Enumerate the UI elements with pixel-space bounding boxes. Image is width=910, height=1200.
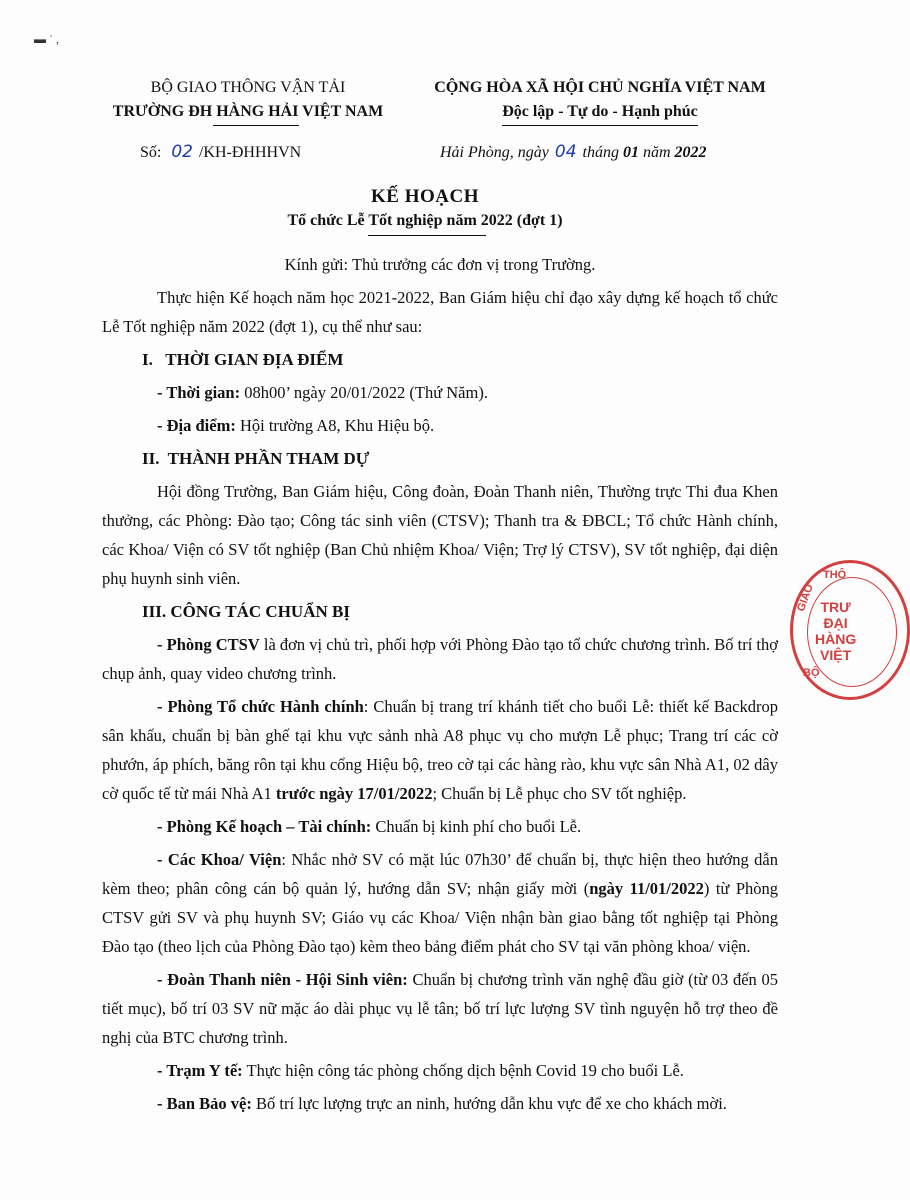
- yte-text: Thực hiện công tác phòng chống dịch bệnh Covid 19 cho buổi Lễ.: [242, 1061, 684, 1080]
- khtc-text: Chuẩn bị kinh phí cho buổi Lễ.: [371, 817, 582, 836]
- place-label: - Địa điểm:: [157, 416, 236, 435]
- tchc-label: - Phòng Tổ chức Hành chính: [157, 697, 364, 716]
- baove-paragraph: [102, 1089, 778, 1118]
- khoa-text-1: : Nhắc nhở SV có mặt lúc 07h30’ để chuẩn bị, thực hiện theo hướng dẫn kèm theo; phân công cán bộ quản lý, hướng dẫn SV; nhận giấy mời (: [102, 850, 778, 898]
- tchc-end: ; Chuẩn bị Lễ phục cho SV tốt nghiệp.: [432, 784, 687, 803]
- motto: Độc lập - Tự do - Hạnh phúc: [502, 100, 698, 126]
- khtc-paragraph: [102, 812, 778, 841]
- document-body: [102, 250, 778, 1118]
- date-place: Hải Phòng, ngày: [440, 144, 549, 161]
- document-date: [440, 142, 707, 162]
- yte-paragraph: [102, 1056, 778, 1085]
- khoa-text-2: ) từ Phòng CTSV gửi SV và phụ huynh SV; Giáo vụ các Khoa/ Viện nhận bàn giao bằng tốt nghiệp tại Phòng Đào tạo (theo lịch của Phòng Đào tạo) kèm theo bảng điểm phát cho SV tại văn phòng khoa/ viện.: [102, 879, 779, 956]
- header-left: [98, 76, 398, 124]
- baove-label: - Ban Bảo vệ:: [157, 1094, 252, 1113]
- khoa-date: ngày 11/01/2022: [589, 879, 704, 898]
- khoa-paragraph: [102, 845, 778, 961]
- khoa-label: - Các Khoa/ Viện: [157, 850, 282, 869]
- participants-paragraph: Hội đồng Trường, Ban Giám hiệu, Công đoàn, Đoàn Thanh niên, Thường trực Thi đua Khen thưởng, các Phòng: Đào tạo; Công tác sinh viên (CTSV); Thanh tra & ĐBCL; Tổ chức Hành chính, các Khoa/ Viện có SV tốt nghiệp (Ban Chủ nhiệm Khoa/ Viện; Trợ lý CTSV), SV tốt nghiệp, đại diện phụ huynh sinh viên.: [102, 482, 778, 588]
- tchc-text: : Chuẩn bị trang trí khánh tiết cho buổi Lễ: thiết kế Backdrop sân khấu, chuẩn bị bàn ghế tại khu vực sảnh nhà A8 phục vụ cho mượn Lễ phục; Trang trí các cờ phướn, áp phích, băng rôn tại khu cổng Hiệu bộ, treo cờ tại các hàng rào, khu vực sân Nhà A1, 02 dây cờ quốc tế từ mái Nhà A1: [102, 697, 778, 803]
- doan-label: - Đoàn Thanh niên - Hội Sinh viên:: [157, 970, 408, 989]
- month-value: 01: [622, 144, 639, 161]
- subtitle-underline: [368, 235, 486, 236]
- khtc-label: - Phòng Kế hoạch – Tài chính:: [157, 817, 372, 836]
- section-heading-3: III. CÔNG TÁC CHUẨN BỊ: [142, 602, 350, 621]
- seal-line-3: HÀNG: [815, 631, 857, 647]
- number-prefix: Số:: [140, 144, 162, 161]
- place-value: Hội trường A8, Khu Hiệu bộ.: [239, 416, 435, 435]
- intro-paragraph: Thực hiện Kế hoạch năm học 2021-2022, Ban Giám hiệu chỉ đạo xây dựng kế hoạch tổ chức Lễ Tốt nghiệp năm 2022 (đợt 1), cụ thể như sau:: [102, 288, 778, 336]
- seal-line-2: ĐẠI: [823, 615, 848, 631]
- place-line: [102, 411, 778, 440]
- year-label: năm: [642, 144, 671, 161]
- section-heading-1: I. THỜI GIAN ĐỊA ĐIỂM: [142, 350, 344, 369]
- document-subtitle: Tổ chức Lễ Tốt nghiệp năm 2022 (đợt 1): [287, 212, 563, 229]
- official-seal: [790, 560, 910, 700]
- scan-speck: ▬ ˙ ,: [34, 32, 59, 46]
- doan-paragraph: [102, 965, 778, 1052]
- nation-name: CỘNG HÒA XÃ HỘI CHỦ NGHĨA VIỆT NAM: [434, 79, 766, 96]
- document-title: KẾ HOẠCH: [371, 186, 479, 207]
- ctsv-label: - Phòng CTSV: [157, 635, 260, 654]
- baove-text: Bố trí lực lượng trực an ninh, hướng dẫn khu vực để xe cho khách mời.: [251, 1094, 727, 1113]
- time-value: 08h00’ ngày 20/01/2022 (Thứ Năm).: [244, 383, 488, 402]
- school-name: TRƯỜNG ĐH HÀNG HẢI VIỆT NAM: [112, 103, 384, 120]
- ctsv-text: là đơn vị chủ trì, phối hợp với Phòng Đào tạo tổ chức chương trình. Bố trí thợ chụp ảnh, quay video chương trình.: [102, 635, 778, 683]
- seal-text: [815, 599, 856, 663]
- seal-line-4: VIỆT: [820, 647, 852, 663]
- seal-line-1: TRƯ: [820, 599, 851, 615]
- yte-label: - Trạm Y tế:: [157, 1061, 243, 1080]
- doan-text: Chuẩn bị chương trình văn nghệ đầu giờ (từ 03 đến 05 tiết mục), bố trí 03 SV nữ mặc áo dài phục vụ lễ tân; bố trí lực lượng SV tình nguyện hỗ trợ theo đề nghị của BTC chương trình.: [102, 970, 778, 1047]
- year-value: 2022: [674, 144, 707, 161]
- seal-rim-bottom: BỘ: [803, 667, 820, 679]
- document-number: [140, 142, 301, 162]
- number-suffix: /KH-ĐHHHVN: [198, 144, 302, 161]
- ministry-name: BỘ GIAO THÔNG VẬN TẢI: [150, 79, 346, 96]
- section-heading-2: II. THÀNH PHẦN THAM DỰ: [142, 449, 370, 468]
- school-underline: [213, 125, 299, 126]
- tchc-paragraph: [102, 692, 778, 808]
- recipient-line: Kính gửi: Thủ trưởng các đơn vị trong Trường.: [284, 255, 596, 274]
- time-label: - Thời gian:: [157, 383, 241, 402]
- header-right: [412, 76, 788, 126]
- seal-rim-left: GIAO: [795, 582, 816, 614]
- month-label: tháng: [582, 144, 619, 161]
- time-line: [102, 378, 778, 407]
- tchc-deadline: trước ngày 17/01/2022: [275, 784, 433, 803]
- handwritten-day: 04: [554, 142, 577, 162]
- handwritten-number: 02: [171, 142, 193, 162]
- ctsv-paragraph: [102, 630, 778, 688]
- seal-rim-top: THÔ: [823, 569, 847, 581]
